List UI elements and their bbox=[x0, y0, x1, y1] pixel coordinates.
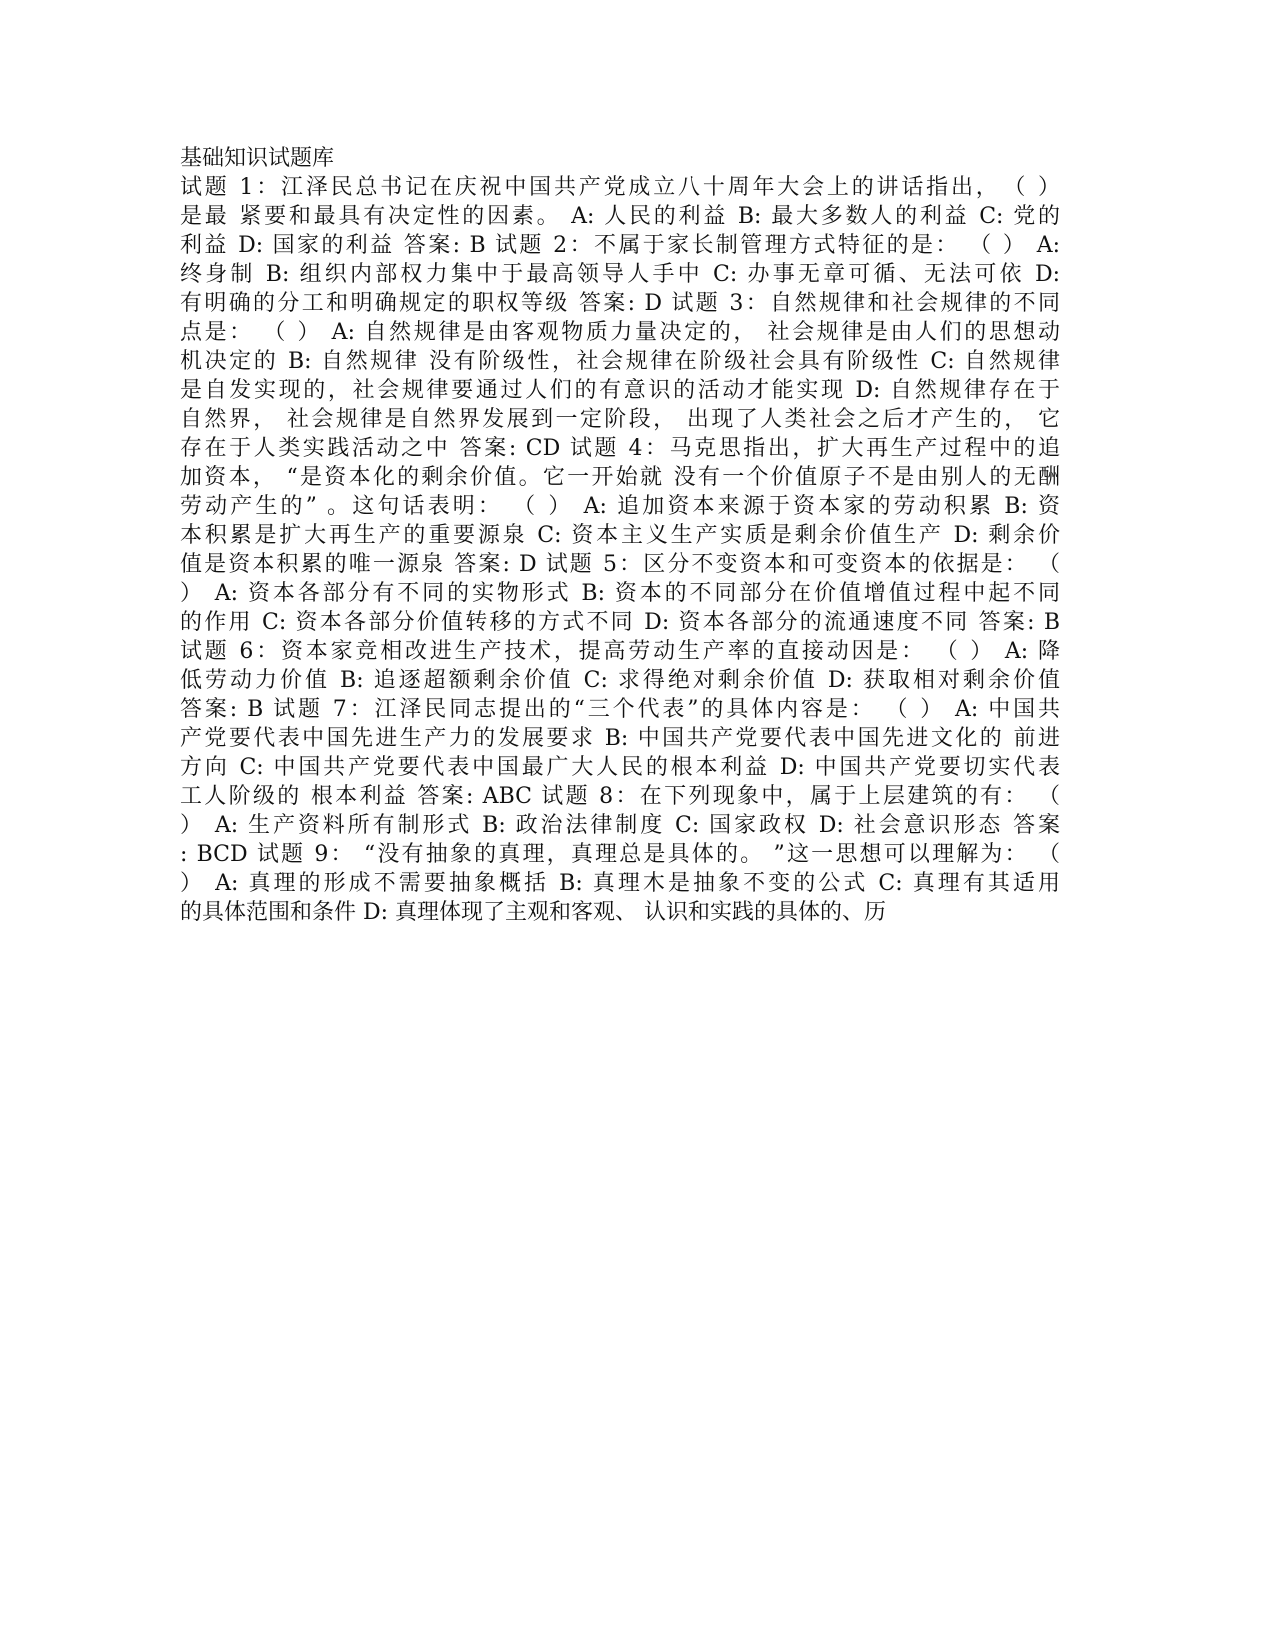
text-line-17: 试题 6：资本家竞相改进生产技术，提高劳动生产率的直接动因是： （ ） A: 降 bbox=[180, 639, 1060, 664]
text-line-1: 试题 1：江泽民总书记在庆祝中国共产党成立八十周年大会上的讲话指出， （ ） bbox=[180, 175, 1060, 200]
text-line-18: 低劳动力价值 B: 追逐超额剩余价值 C: 求得绝对剩余价值 D: 获取相对剩余价值 bbox=[180, 668, 1060, 693]
text-line-3: 利益 D: 国家的利益 答案: B 试题 2：不属于家长制管理方式特征的是： （ ） A: bbox=[180, 233, 1060, 258]
text-line-5: 有明确的分工和明确规定的职权等级 答案: D 试题 3：自然规律和社会规律的不同 bbox=[180, 291, 1060, 316]
text-line-14: 值是资本积累的唯一源泉 答案: D 试题 5：区分不变资本和可变资本的依据是： （ bbox=[180, 552, 1060, 577]
text-line-6: 点是： （ ） A: 自然规律是由客观物质力量决定的， 社会规律是由人们的思想动 bbox=[180, 320, 1060, 345]
text-line-12: 劳动产生的” 。这句话表明： （ ） A: 追加资本来源于资本家的劳动积累 B: 资 bbox=[180, 494, 1060, 519]
text-line-15: ） A: 资本各部分有不同的实物形式 B: 资本的不同部分在价值增值过程中起不同 bbox=[180, 581, 1060, 606]
text-line-11: 加资本， “是资本化的剩余价值。它一开始就 没有一个价值原子不是由别人的无酬 bbox=[180, 465, 1060, 490]
text-line-16: 的作用 C: 资本各部分价值转移的方式不同 D: 资本各部分的流通速度不同 答案: B bbox=[180, 610, 1060, 635]
text-line-7: 机决定的 B: 自然规律 没有阶级性，社会规律在阶级社会具有阶级性 C: 自然规律 bbox=[180, 349, 1060, 374]
text-line-20: 产党要代表中国先进生产力的发展要求 B: 中国共产党要代表中国先进文化的 前进 bbox=[180, 726, 1060, 751]
text-line-10: 存在于人类实践活动之中 答案: CD 试题 4：马克思指出，扩大再生产过程中的追 bbox=[180, 436, 1060, 461]
text-line-8: 是自发实现的，社会规律要通过人们的有意识的活动才能实现 D: 自然规律存在于 bbox=[180, 378, 1060, 403]
document-title: 基础知识试题库 bbox=[180, 146, 335, 171]
text-line-23: ） A: 生产资料所有制形式 B: 政治法律制度 C: 国家政权 D: 社会意识形态 答案 bbox=[180, 813, 1060, 838]
text-line-13: 本积累是扩大再生产的重要源泉 C: 资本主义生产实质是剩余价值生产 D: 剩余价 bbox=[180, 523, 1060, 548]
document-body bbox=[180, 144, 1060, 927]
text-line-19: 答案: B 试题 7：江泽民同志提出的“三个代表”的具体内容是： （ ） A: 中国共 bbox=[180, 697, 1060, 722]
text-line-26: 的具体范围和条件 D: 真理体现了主观和客观、 认识和实践的具体的、历 bbox=[180, 900, 887, 925]
text-line-22: 工人阶级的 根本利益 答案: ABC 试题 8：在下列现象中，属于上层建筑的有： （ bbox=[180, 784, 1060, 809]
text-line-2: 是最 紧要和最具有决定性的因素。 A: 人民的利益 B: 最大多数人的利益 C: 党的 bbox=[180, 204, 1060, 229]
text-line-9: 自然界， 社会规律是自然界发展到一定阶段， 出现了人类社会之后才产生的， 它 bbox=[180, 407, 1060, 432]
text-line-4: 终身制 B: 组织内部权力集中于最高领导人手中 C: 办事无章可循、无法可依 D: bbox=[180, 262, 1060, 287]
text-line-24: : BCD 试题 9： “没有抽象的真理，真理总是具体的。 ”这一思想可以理解为： （ bbox=[180, 842, 1060, 867]
text-line-21: 方向 C: 中国共产党要代表中国最广大人民的根本利益 D: 中国共产党要切实代表 bbox=[180, 755, 1060, 780]
text-line-25: ） A: 真理的形成不需要抽象概括 B: 真理木是抽象不变的公式 C: 真理有其适用 bbox=[180, 871, 1060, 896]
